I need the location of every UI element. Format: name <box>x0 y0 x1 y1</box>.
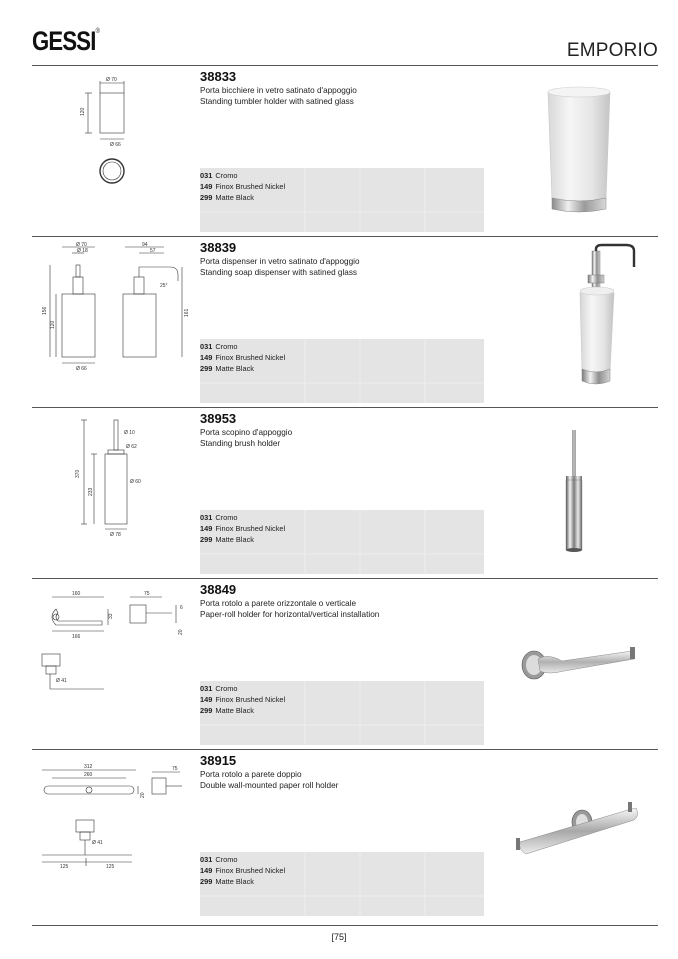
product-description: Porta rotolo a parete doppio Double wall-mounted paper roll holder <box>200 770 339 790</box>
collection-title: EMPORIO <box>566 40 658 61</box>
svg-text:166: 166 <box>72 634 81 640</box>
svg-text:161: 161 <box>184 308 190 317</box>
svg-text:33: 33 <box>108 613 114 619</box>
finish-chrome: 031 Cromo <box>200 684 238 693</box>
svg-text:Ø 78: Ø 78 <box>110 532 121 538</box>
svg-text:Ø 66: Ø 66 <box>76 366 87 372</box>
svg-text:Ø 60: Ø 60 <box>130 479 141 485</box>
product-code: 38849 <box>200 582 237 597</box>
technical-drawing-paper-holder <box>32 579 197 750</box>
svg-text:6: 6 <box>180 605 183 611</box>
svg-text:125: 125 <box>106 864 115 870</box>
page-header <box>32 26 658 66</box>
footer-divider <box>32 925 658 926</box>
product-photo-double-paper-holder <box>502 750 658 920</box>
product-photo-dispenser <box>502 237 658 407</box>
svg-text:233: 233 <box>88 487 94 496</box>
svg-text:Ø 66: Ø 66 <box>110 142 121 148</box>
product-38953 <box>32 408 658 579</box>
finish-brushed-nickel: 149 Finox Brushed Nickel <box>200 866 286 875</box>
svg-text:125: 125 <box>60 864 69 870</box>
product-38839 <box>32 237 658 408</box>
product-code: 38953 <box>200 411 237 426</box>
svg-text:Ø 70: Ø 70 <box>76 242 87 248</box>
page-number: [75] <box>331 932 347 942</box>
technical-drawing-tumbler <box>32 66 197 237</box>
svg-text:160: 160 <box>72 591 81 597</box>
product-photo-tumbler <box>502 66 658 236</box>
svg-text:370: 370 <box>75 469 81 478</box>
finish-chrome: 031 Cromo <box>200 171 238 180</box>
product-description: Porta bicchiere in vetro satinato d'appoggio Standing tumbler holder with satined glass <box>200 86 357 106</box>
product-38849 <box>32 579 658 750</box>
svg-text:20: 20 <box>140 792 146 798</box>
svg-text:Ø 10: Ø 10 <box>124 430 135 436</box>
svg-text:57: 57 <box>150 248 156 254</box>
product-description: Porta rotolo a parete orizzontale o verticale Paper-roll holder for horizontal/vertical installation <box>200 599 380 619</box>
finish-brushed-nickel: 149 Finox Brushed Nickel <box>200 353 286 362</box>
svg-text:312: 312 <box>84 764 93 770</box>
product-code: 38839 <box>200 240 237 255</box>
finish-chrome: 031 Cromo <box>200 855 238 864</box>
finish-matte-black: 299 Matte Black <box>200 193 254 202</box>
finish-matte-black: 299 Matte Black <box>200 535 254 544</box>
svg-text:Ø 41: Ø 41 <box>92 840 103 846</box>
product-photo-brush-holder <box>502 408 658 578</box>
product-code: 38833 <box>200 69 237 84</box>
svg-text:120: 120 <box>80 107 86 116</box>
finishes-panel <box>200 339 484 403</box>
svg-text:Ø 18: Ø 18 <box>77 248 88 254</box>
finish-chrome: 031 Cromo <box>200 342 238 351</box>
svg-text:260: 260 <box>84 772 93 778</box>
product-photo-paper-holder <box>502 579 658 749</box>
gessi-logo: GESSI® <box>32 26 99 56</box>
product-description: Porta dispenser in vetro satinato d'appoggio Standing soap dispenser with satined glass <box>200 257 360 277</box>
product-38833 <box>32 66 658 237</box>
finish-brushed-nickel: 149 Finox Brushed Nickel <box>200 182 286 191</box>
technical-drawing-dispenser <box>32 237 197 408</box>
svg-text:156: 156 <box>42 306 48 315</box>
svg-text:94: 94 <box>142 242 148 248</box>
svg-text:Ø 70: Ø 70 <box>106 77 117 83</box>
svg-text:75: 75 <box>144 591 150 597</box>
finish-matte-black: 299 Matte Black <box>200 877 254 886</box>
finish-matte-black: 299 Matte Black <box>200 364 254 373</box>
svg-text:75: 75 <box>172 766 178 772</box>
finishes-panel <box>200 510 484 574</box>
finishes-panel <box>200 168 484 232</box>
finish-brushed-nickel: 149 Finox Brushed Nickel <box>200 695 286 704</box>
svg-text:Ø 41: Ø 41 <box>56 678 67 684</box>
svg-text:20: 20 <box>178 629 184 635</box>
product-38915 <box>32 750 658 921</box>
svg-text:25°: 25° <box>160 283 168 289</box>
finish-chrome: 031 Cromo <box>200 513 238 522</box>
svg-text:Ø 62: Ø 62 <box>126 444 137 450</box>
finish-brushed-nickel: 149 Finox Brushed Nickel <box>200 524 286 533</box>
product-code: 38915 <box>200 753 237 768</box>
finishes-panel <box>200 681 484 745</box>
product-description: Porta scopino d'appoggio Standing brush holder <box>200 428 293 448</box>
technical-drawing-brush-holder <box>32 408 197 579</box>
finishes-panel <box>200 852 484 916</box>
finish-matte-black: 299 Matte Black <box>200 706 254 715</box>
svg-text:120: 120 <box>50 320 56 329</box>
technical-drawing-double-paper-holder <box>32 750 197 921</box>
